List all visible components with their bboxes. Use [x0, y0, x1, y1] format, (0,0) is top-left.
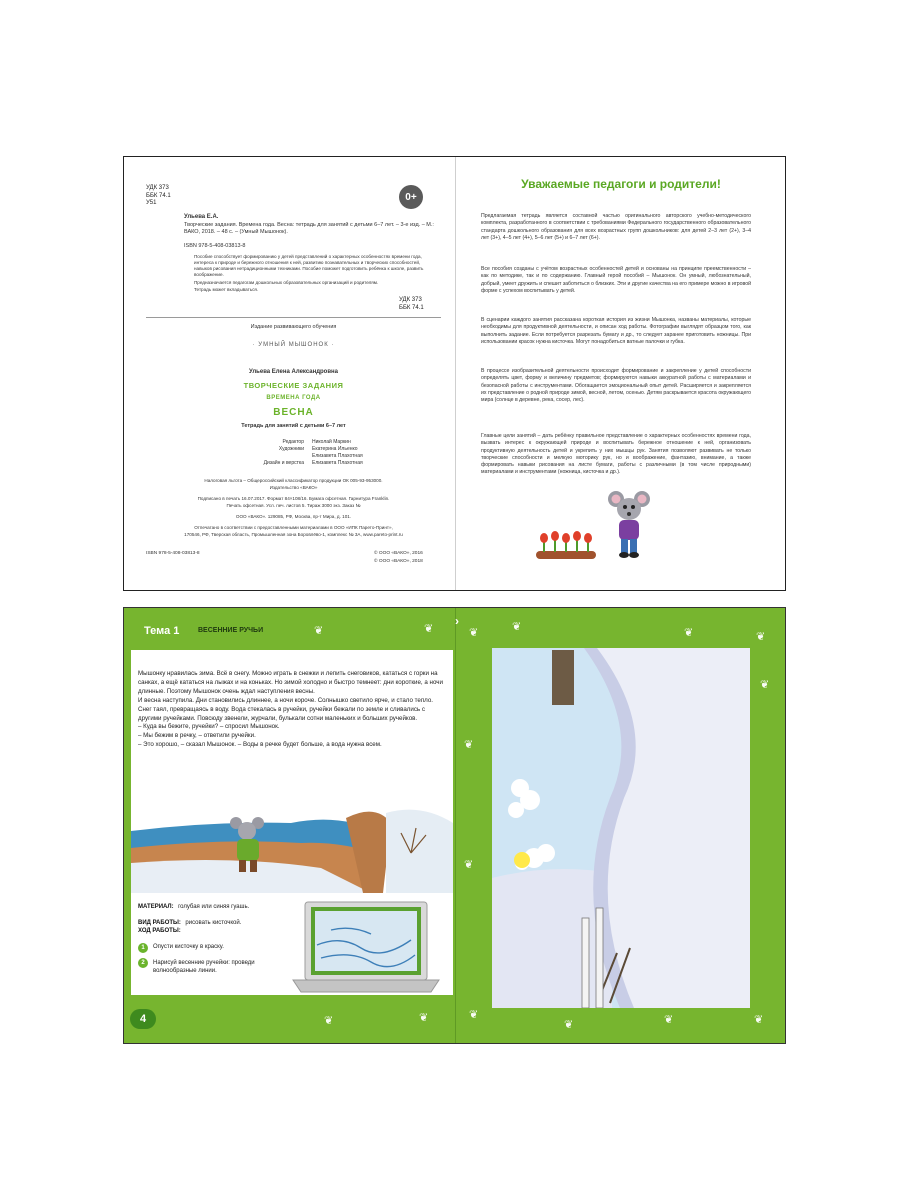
- flower-decoration-icon: ❦: [760, 679, 770, 691]
- copyright-2: © ООО «ВАКО», 2018: [374, 559, 423, 564]
- book-description: Творческие задания. Времена года. Весна: тетрадь для занятий с детьми 6–7 лет. – 3-е изд. – М.: ВАКО, 2018. – 48 с. – (Умный Мышонок).: [184, 222, 434, 235]
- book-title-1: ТВОРЧЕСКИЕ ЗАДАНИЯ: [243, 381, 344, 390]
- annotation-note: Тетрадь может вкладываться.: [194, 287, 259, 292]
- flower-decoration-icon: ❦: [564, 1019, 574, 1031]
- udk-block: УДК 373 ББК 74.1 У51: [146, 185, 171, 206]
- materials-text: голубая или синяя гуашь.: [178, 904, 250, 910]
- next-page-chevron-icon: ›: [455, 614, 459, 628]
- book-title-2: ВРЕМЕНА ГОДА: [266, 395, 321, 401]
- divider: [146, 317, 441, 318]
- sample-laptop-image: [291, 900, 441, 995]
- flower-decoration-icon: ❦: [469, 1009, 479, 1021]
- lesson-story: Мышонку нравилась зима. Всё в снегу. Можно играть в снежки и лепить снеговиков, кататься с горки на санках, а ещё кататься на лыжах и на коньках. Но зимой холодно и быстро темнеет: дни короткие, а ночи длинные. Поэтому Мышонок очень ждал наступления весны. И весна наступила. Дни становились длиннее, а ночи короче. Солнышко светило ярче, и стало тепло. Снег таял, превращаясь в воду. Вода стекалась в ручейки, ручейки бежали по земле и сливались с другими ручейками. Повсюду звенели, журчали, булькали сотни маленьких и больших ручейков. – Куда вы бежите, ручейки? – спросил Мышонок. – Мы бежим в речку, – ответили ручейки. – Это хорошо, – сказал Мышонок. – Воды в речке будет больше, а вода нужна всем.: [138, 670, 443, 749]
- river-illustration: [131, 793, 453, 893]
- step-number-1: 1: [138, 943, 148, 953]
- edition-type: Издание развивающего обучения: [250, 324, 337, 330]
- flower-decoration-icon: ❦: [754, 1014, 764, 1026]
- flower-decoration-icon: ❦: [469, 627, 479, 639]
- intro-paragraph-4: В процессе изобразительной деятельности происходит формирование и закрепление у детей способности определять цвет, форму и величину предметов; формируются навыки аккуратной работы с материалами и безопасной работы с инструментами. Обогащается эмоциональный опыт детей. Расширяется и закрепляется их представление о родной природе зимой, весной, летом, осенью. Детям раскрывается красота окружающего мира (солнце в деревне, река, сосер, лес).: [481, 368, 751, 404]
- udk-block-2: УДК 373 ББК 74.1: [399, 297, 424, 311]
- printer-address: 170546, РФ, Тверская область, Промышленная зона Боровлёво-1, комплекс № 3А, www.pareto-print.ru: [184, 532, 403, 537]
- flower-decoration-icon: ❦: [512, 621, 522, 633]
- flower-decoration-icon: ❦: [314, 625, 324, 637]
- spine-fold: [455, 157, 456, 590]
- print-info-2: Печать офсетная. Усл. печ. листов 5. Тираж 3000 экз. Заказ №: [226, 503, 361, 508]
- step-number-2: 2: [138, 958, 148, 968]
- lesson-panel: [131, 650, 453, 995]
- flower-decoration-icon: ❦: [464, 739, 474, 751]
- book-title-3: ВЕСНА: [273, 407, 314, 418]
- imprint-spread: [123, 156, 786, 591]
- print-info: Подписано в печать 16.07.2017. Формат 84×108/16. Бумага офсетная. Гарнитура Franklin.: [197, 496, 390, 501]
- intro-paragraph-1: Предлагаемая тетрадь является составной частью оригинального авторского учебно-методического комплекта, разработанного в соответствии с требованиями Федерального государственного образовательного стандарта дошкольного образования для всех возрастных групп дошкольников: для детей 2–3 лет (2+), 3–4 лет (3+), 4–5 лет (4+), 5–6 лет (5+) и 6–7 лет (6+).: [481, 213, 751, 241]
- flower-decoration-icon: ❦: [324, 1015, 334, 1027]
- printer-info: Отпечатано в соответствии с предоставленными материалами в ООО «ИПК Парето-Принт»,: [194, 525, 393, 530]
- flower-decoration-icon: ❦: [684, 627, 694, 639]
- publisher-address: ООО «ВАКО». 129085, РФ, Москва, пр-т Мира, д. 101.: [235, 514, 352, 519]
- intro-paragraph-2: Все пособия созданы с учётом возрастных особенностей детей и основаны на принципе преемственности – как по методике, так и по содержанию. Главный герой пособий – Мышонок. Он умный, любознательный, добрый, умеет дружить и спешит заботиться о близких. Эти и другие качества на его примере можно в игровой форме с успехом воспитывать у детей.: [481, 266, 751, 294]
- winter-landscape-illustration: [492, 648, 750, 1008]
- publisher: Издательство «ВАКО»: [269, 485, 318, 490]
- author-full: Ульева Елена Александровна: [249, 369, 338, 375]
- step-1-text: Опусти кисточку в краску.: [153, 944, 224, 950]
- topic-number: Тема 1: [144, 625, 180, 637]
- tax-info: Налоговая льгота – Общероссийский классификатор продукции ОК 005-93-953000.: [204, 478, 383, 483]
- annotation-audience: Предназначается педагогам дошкольных образовательных организаций и родителям.: [194, 280, 379, 285]
- isbn-bottom: ISBN 978-5-408-03813-8: [146, 551, 200, 556]
- annotation: Пособие способствует формированию у детей представлений о характерных особенностях времени года, интереса к природе и бережного отношения к ней, развитию познавательных и творческих способностей, навыков рисования нетрадиционными техниками. Пособие поможет подготовить ребёнка к школе, развить воображение.: [194, 254, 424, 277]
- work-type-label: ВИД РАБОТЫ:: [138, 920, 181, 926]
- step-2-text: Нарисуй весенние ручейки: проведи волнообразные линии.: [153, 960, 255, 974]
- mouse-character: [608, 487, 650, 562]
- copyright-1: © ООО «ВАКО», 2016: [374, 551, 423, 556]
- work-type-text: рисовать кисточкой.: [185, 920, 242, 926]
- flower-decoration-icon: ❦: [424, 623, 434, 635]
- age-rating-badge: 0+: [399, 185, 423, 209]
- intro-paragraph-5: Главные цели занятий – дать ребёнку правильное представление о характерных особенностях времени года, вызвать интерес к окружающей природе и воспитывать бережное отношение к ней, организовать продуктивную деятельность детей и укрепить у них мышцы рук. Занятия позволяют развивать не только творческие способности и мелкую моторику рук, но и воображение, фантазию, внимание, а также формировать навыки рисования на листе бумаги, работы с различными (в том числе природными) материалами и инструментами (ножница, кисточка и др.).: [481, 433, 751, 476]
- series-name: · УМНЫЙ МЫШОНОК ·: [252, 342, 335, 348]
- task-block: [136, 893, 296, 993]
- author-short: Ульева Е.А.: [184, 214, 219, 220]
- flower-decoration-icon: ❦: [664, 1014, 674, 1026]
- credits: Редактор Николай Маркин Художники Екатерина Ильенко Елизавета Плахотная Дизайн и верстка Елизавета Плахотная: [263, 439, 363, 466]
- page-number: 4: [130, 1009, 156, 1029]
- progress-label: ХОД РАБОТЫ:: [138, 928, 181, 934]
- flower-decoration-icon: ❦: [464, 859, 474, 871]
- spine-fold-2: [455, 608, 456, 1043]
- flower-decoration-icon: ❦: [756, 631, 766, 643]
- lesson-spread: [123, 607, 786, 1044]
- materials-label: МАТЕРИАЛ:: [138, 904, 174, 910]
- book-subtitle: Тетрадь для занятий с детьми 6–7 лет: [241, 423, 346, 429]
- intro-paragraph-3: В сценарии каждого занятия рассказана короткая история из жизни Мышонка, названы материалы, которые необходимы для продуктивной деятельности, и описан ход работы. Фотографии выглядят образцом того, как выполнить задание. Если потребуется разрезать бумагу и др., то следует заранее приготовить ножницы. При использовании красок нужна кисточка. Могут понадобиться ватные палочки и губка.: [481, 317, 751, 345]
- isbn-line: ISBN 978-5-408-03813-8: [184, 243, 246, 249]
- intro-title: Уважаемые педагоги и родители!: [521, 177, 721, 191]
- tulips-illustration: [534, 527, 599, 562]
- topic-title: ВЕСЕННИЕ РУЧЬИ: [198, 627, 264, 634]
- flower-decoration-icon: ❦: [419, 1012, 429, 1024]
